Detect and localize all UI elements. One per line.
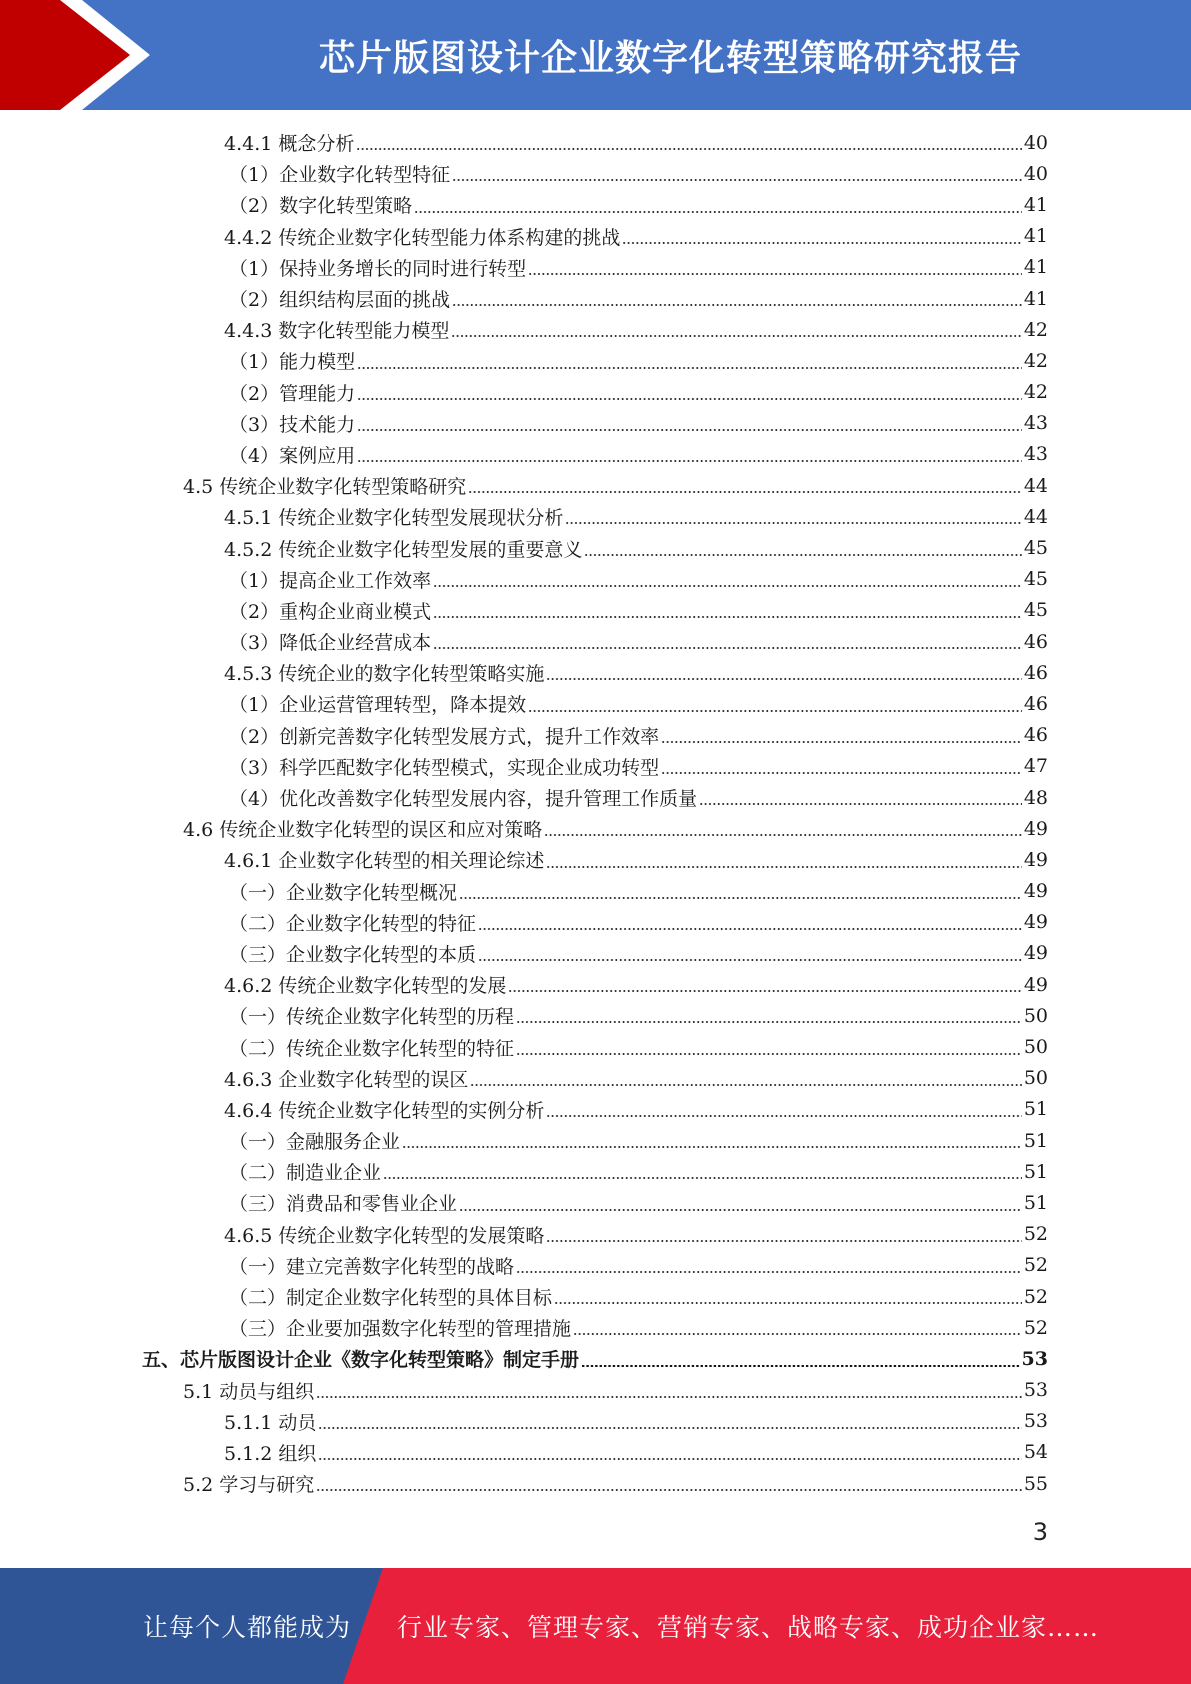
toc-entry[interactable] bbox=[0, 283, 1191, 314]
report-title: 芯片版图设计企业数字化转型策略研究报告 bbox=[318, 37, 1022, 79]
toc-entry-label: （三）企业数字化转型的本质 bbox=[229, 943, 477, 966]
toc-entry-page: 43 bbox=[1023, 443, 1048, 466]
toc-entry-page: 51 bbox=[1023, 1191, 1048, 1214]
toc-entry-label: （三）消费品和零售业企业 bbox=[229, 1193, 458, 1216]
toc-entry[interactable] bbox=[0, 1281, 1191, 1312]
toc-entry[interactable] bbox=[0, 564, 1191, 595]
toc-entry[interactable] bbox=[0, 1031, 1191, 1062]
toc-entry-page: 45 bbox=[1023, 537, 1048, 560]
toc-entry-label: （三）企业要加强数字化转型的管理措施 bbox=[229, 1318, 572, 1341]
toc-dot-leader bbox=[383, 1177, 1022, 1179]
toc-entry[interactable] bbox=[0, 1156, 1191, 1187]
toc-dot-leader bbox=[546, 1115, 1021, 1117]
toc-entry-label: 4.6.5 传统企业数字化转型的发展策略 bbox=[224, 1224, 545, 1247]
toc-dot-leader bbox=[318, 1458, 1021, 1460]
toc-entry-page: 53 bbox=[1023, 1410, 1048, 1433]
toc-dot-leader bbox=[565, 522, 1021, 524]
toc-entry[interactable] bbox=[0, 907, 1191, 938]
toc-entry-page: 41 bbox=[1023, 225, 1048, 248]
toc-dot-leader bbox=[581, 1365, 1020, 1367]
toc-entry[interactable] bbox=[0, 1000, 1191, 1031]
toc-entry-page: 46 bbox=[1023, 630, 1048, 653]
toc-entry[interactable] bbox=[0, 657, 1191, 688]
toc-entry-label: （4）案例应用 bbox=[229, 444, 356, 467]
arrow-chevron-icon bbox=[0, 0, 160, 110]
toc-entry-label: （二）传统企业数字化转型的特征 bbox=[229, 1037, 515, 1060]
toc-entry-label: 5.1 动员与组织 bbox=[183, 1380, 315, 1403]
toc-entry[interactable] bbox=[0, 1063, 1191, 1094]
toc-dot-leader bbox=[573, 1333, 1022, 1335]
toc-entry-label: 4.4.2 传统企业数字化转型能力体系构建的挑战 bbox=[224, 226, 621, 249]
toc-entry-page: 46 bbox=[1023, 724, 1048, 747]
toc-entry[interactable] bbox=[0, 1312, 1191, 1343]
toc-dot-leader bbox=[544, 834, 1022, 836]
toc-dot-leader bbox=[357, 398, 1022, 400]
toc-entry[interactable] bbox=[0, 1094, 1191, 1125]
toc-dot-leader bbox=[699, 803, 1022, 805]
toc-entry-page: 52 bbox=[1023, 1316, 1048, 1339]
toc-entry-page: 55 bbox=[1023, 1472, 1048, 1495]
toc-dot-leader bbox=[316, 1489, 1022, 1491]
toc-entry-page: 51 bbox=[1023, 1129, 1048, 1152]
toc-entry-page: 53 bbox=[1023, 1379, 1048, 1402]
toc-entry-label: 4.6.2 传统企业数字化转型的发展 bbox=[224, 975, 507, 998]
toc-entry[interactable] bbox=[0, 1187, 1191, 1218]
footer-slogan-right: 行业专家、管理专家、营销专家、战略专家、成功企业家…… bbox=[397, 1613, 1100, 1642]
toc-entry-page: 44 bbox=[1023, 474, 1048, 497]
toc-dot-leader bbox=[459, 1209, 1022, 1211]
toc-entry-label: 4.5.2 传统企业数字化转型发展的重要意义 bbox=[224, 538, 583, 561]
toc-entry-label: 4.4.3 数字化转型能力模型 bbox=[224, 320, 450, 343]
toc-entry-page: 53 bbox=[1021, 1347, 1048, 1370]
toc-entry[interactable] bbox=[0, 252, 1191, 283]
toc-entry[interactable] bbox=[0, 377, 1191, 408]
toc-entry[interactable] bbox=[0, 314, 1191, 345]
toc-entry-label: （一）建立完善数字化转型的战略 bbox=[229, 1255, 515, 1278]
toc-dot-leader bbox=[433, 647, 1022, 649]
toc-dot-leader bbox=[433, 616, 1022, 618]
toc-entry-label: （1）提高企业工作效率 bbox=[229, 569, 432, 592]
toc-entry[interactable] bbox=[0, 439, 1191, 470]
toc-entry-label: （2）数字化转型策略 bbox=[229, 195, 413, 218]
toc-entry-page: 47 bbox=[1023, 755, 1048, 778]
toc-dot-leader bbox=[470, 1084, 1021, 1086]
toc-entry-label: （3）科学匹配数字化转型模式，实现企业成功转型 bbox=[229, 756, 660, 779]
toc-dot-leader bbox=[452, 304, 1022, 306]
toc-dot-leader bbox=[584, 554, 1021, 556]
toc-entry-label: 4.5 传统企业数字化转型策略研究 bbox=[183, 476, 467, 499]
toc-dot-leader bbox=[546, 1240, 1021, 1242]
toc-entry-label: （1）能力模型 bbox=[229, 351, 356, 374]
toc-dot-leader bbox=[516, 1271, 1022, 1273]
toc-dot-leader bbox=[451, 335, 1021, 337]
toc-entry-page: 52 bbox=[1023, 1254, 1048, 1277]
toc-entry-page: 50 bbox=[1023, 1067, 1048, 1090]
toc-entry[interactable] bbox=[0, 751, 1191, 782]
toc-entry[interactable] bbox=[0, 1406, 1191, 1437]
toc-entry[interactable] bbox=[0, 688, 1191, 719]
toc-entry[interactable] bbox=[0, 1468, 1191, 1499]
toc-entry[interactable] bbox=[0, 1125, 1191, 1156]
toc-dot-leader bbox=[516, 1021, 1022, 1023]
toc-entry-label: 5.1.2 组织 bbox=[224, 1442, 317, 1465]
toc-entry[interactable] bbox=[0, 532, 1191, 563]
toc-entry-page: 48 bbox=[1023, 786, 1048, 809]
toc-entry-page: 49 bbox=[1023, 942, 1048, 965]
toc-entry[interactable] bbox=[0, 1343, 1191, 1374]
toc-entry[interactable] bbox=[0, 189, 1191, 220]
toc-dot-leader bbox=[452, 179, 1022, 181]
toc-entry[interactable] bbox=[0, 782, 1191, 813]
toc-dot-leader bbox=[478, 928, 1022, 930]
toc-entry-label: （一）企业数字化转型概况 bbox=[229, 881, 458, 904]
toc-entry-label: 4.5.3 传统企业的数字化转型策略实施 bbox=[224, 663, 545, 686]
toc-entry-page: 42 bbox=[1023, 318, 1048, 341]
toc-entry-page: 52 bbox=[1023, 1285, 1048, 1308]
toc-entry-page: 52 bbox=[1023, 1223, 1048, 1246]
toc-entry-page: 43 bbox=[1023, 412, 1048, 435]
toc-entry-label: 4.6 传统企业数字化转型的误区和应对策略 bbox=[183, 819, 543, 842]
toc-entry[interactable] bbox=[0, 221, 1191, 252]
toc-entry-label: 4.5.1 传统企业数字化转型发展现状分析 bbox=[224, 507, 564, 530]
toc-entry-label: （3）降低企业经营成本 bbox=[229, 632, 432, 655]
toc-entry-page: 46 bbox=[1023, 661, 1048, 684]
toc-entry-page: 40 bbox=[1023, 162, 1048, 185]
toc-entry[interactable] bbox=[0, 595, 1191, 626]
toc-dot-leader bbox=[661, 741, 1022, 743]
toc-dot-leader bbox=[528, 710, 1022, 712]
toc-entry-page: 50 bbox=[1023, 1004, 1048, 1027]
toc-entry-page: 50 bbox=[1023, 1036, 1048, 1059]
toc-entry-page: 49 bbox=[1023, 880, 1048, 903]
toc-entry-label: （1）企业运营管理转型，降本提效 bbox=[229, 694, 527, 717]
toc-entry-label: （2）重构企业商业模式 bbox=[229, 600, 432, 623]
toc-entry-page: 40 bbox=[1023, 131, 1048, 154]
toc-entry-page: 42 bbox=[1023, 381, 1048, 404]
toc-entry-label: （1）企业数字化转型特征 bbox=[229, 164, 451, 187]
table-of-contents bbox=[0, 127, 1191, 1499]
toc-entry-label: 5.2 学习与研究 bbox=[183, 1474, 315, 1497]
footer-banner bbox=[0, 1568, 1191, 1684]
toc-entry-page: 45 bbox=[1023, 599, 1048, 622]
toc-entry-page: 49 bbox=[1023, 911, 1048, 934]
toc-dot-leader bbox=[528, 273, 1022, 275]
toc-entry-label: （4）优化改善数字化转型发展内容，提升管理工作质量 bbox=[229, 788, 698, 811]
toc-entry[interactable] bbox=[0, 470, 1191, 501]
toc-entry-label: 4.4.1 概念分析 bbox=[224, 133, 355, 156]
toc-entry-page: 49 bbox=[1023, 848, 1048, 871]
toc-entry[interactable] bbox=[0, 969, 1191, 1000]
toc-dot-leader bbox=[316, 1396, 1022, 1398]
toc-entry-page: 49 bbox=[1023, 817, 1048, 840]
toc-entry-page: 51 bbox=[1023, 1098, 1048, 1121]
toc-entry-label: （2）管理能力 bbox=[229, 382, 356, 405]
toc-dot-leader bbox=[414, 211, 1022, 213]
toc-entry-page: 49 bbox=[1023, 973, 1048, 996]
toc-entry-label: 5.1.1 动员 bbox=[224, 1411, 317, 1434]
toc-entry[interactable] bbox=[0, 408, 1191, 439]
toc-dot-leader bbox=[357, 367, 1022, 369]
toc-entry[interactable] bbox=[0, 876, 1191, 907]
toc-entry[interactable] bbox=[0, 1375, 1191, 1406]
toc-entry[interactable] bbox=[0, 938, 1191, 969]
toc-entry[interactable] bbox=[0, 1250, 1191, 1281]
toc-entry[interactable] bbox=[0, 1437, 1191, 1468]
toc-entry-page: 41 bbox=[1023, 287, 1048, 310]
toc-dot-leader bbox=[356, 148, 1021, 150]
toc-entry[interactable] bbox=[0, 127, 1191, 158]
toc-entry-page: 54 bbox=[1023, 1441, 1048, 1464]
toc-dot-leader bbox=[433, 585, 1022, 587]
toc-entry-page: 42 bbox=[1023, 349, 1048, 372]
toc-dot-leader bbox=[546, 866, 1021, 868]
toc-entry[interactable] bbox=[0, 1219, 1191, 1250]
toc-entry-label: （二）制定企业数字化转型的具体目标 bbox=[229, 1287, 553, 1310]
toc-entry[interactable] bbox=[0, 844, 1191, 875]
toc-entry-label: （二）制造业企业 bbox=[229, 1162, 382, 1185]
toc-entry-label: （一）金融服务企业 bbox=[229, 1131, 401, 1154]
toc-entry[interactable] bbox=[0, 345, 1191, 376]
toc-dot-leader bbox=[478, 959, 1022, 961]
toc-dot-leader bbox=[508, 990, 1021, 992]
toc-entry-label: （1）保持业务增长的同时进行转型 bbox=[229, 257, 527, 280]
toc-entry[interactable] bbox=[0, 813, 1191, 844]
toc-dot-leader bbox=[554, 1302, 1022, 1304]
toc-dot-leader bbox=[516, 1053, 1022, 1055]
toc-entry-page: 41 bbox=[1023, 256, 1048, 279]
toc-entry-label: 4.6.4 传统企业数字化转型的实例分析 bbox=[224, 1099, 545, 1122]
toc-dot-leader bbox=[402, 1146, 1022, 1148]
page-number: 3 bbox=[1032, 1518, 1048, 1546]
toc-dot-leader bbox=[357, 460, 1022, 462]
toc-entry[interactable] bbox=[0, 626, 1191, 657]
toc-dot-leader bbox=[661, 772, 1022, 774]
toc-entry-label: （2）创新完善数字化转型发展方式，提升工作效率 bbox=[229, 725, 660, 748]
toc-dot-leader bbox=[546, 678, 1021, 680]
toc-dot-leader bbox=[459, 897, 1022, 899]
toc-entry-label: （2）组织结构层面的挑战 bbox=[229, 289, 451, 312]
header-banner bbox=[0, 0, 1191, 110]
toc-dot-leader bbox=[622, 242, 1021, 244]
toc-entry-page: 41 bbox=[1023, 193, 1048, 216]
toc-entry-page: 51 bbox=[1023, 1160, 1048, 1183]
toc-entry[interactable] bbox=[0, 720, 1191, 751]
toc-dot-leader bbox=[318, 1427, 1021, 1429]
toc-entry-label: 五、芯片版图设计企业《数字化转型策略》制定手册 bbox=[142, 1349, 580, 1372]
toc-dot-leader bbox=[468, 491, 1022, 493]
toc-entry-label: （一）传统企业数字化转型的历程 bbox=[229, 1006, 515, 1029]
toc-entry-page: 44 bbox=[1023, 505, 1048, 528]
toc-entry-label: 4.6.3 企业数字化转型的误区 bbox=[224, 1068, 469, 1091]
toc-dot-leader bbox=[357, 429, 1022, 431]
toc-entry-label: 4.6.1 企业数字化转型的相关理论综述 bbox=[224, 850, 545, 873]
toc-entry-page: 46 bbox=[1023, 692, 1048, 715]
toc-entry[interactable] bbox=[0, 158, 1191, 189]
footer-slogan-left: 让每个人都能成为 bbox=[143, 1613, 352, 1642]
toc-entry-label: （二）企业数字化转型的特征 bbox=[229, 912, 477, 935]
toc-entry-page: 45 bbox=[1023, 568, 1048, 591]
toc-entry[interactable] bbox=[0, 501, 1191, 532]
toc-entry-label: （3）技术能力 bbox=[229, 413, 356, 436]
